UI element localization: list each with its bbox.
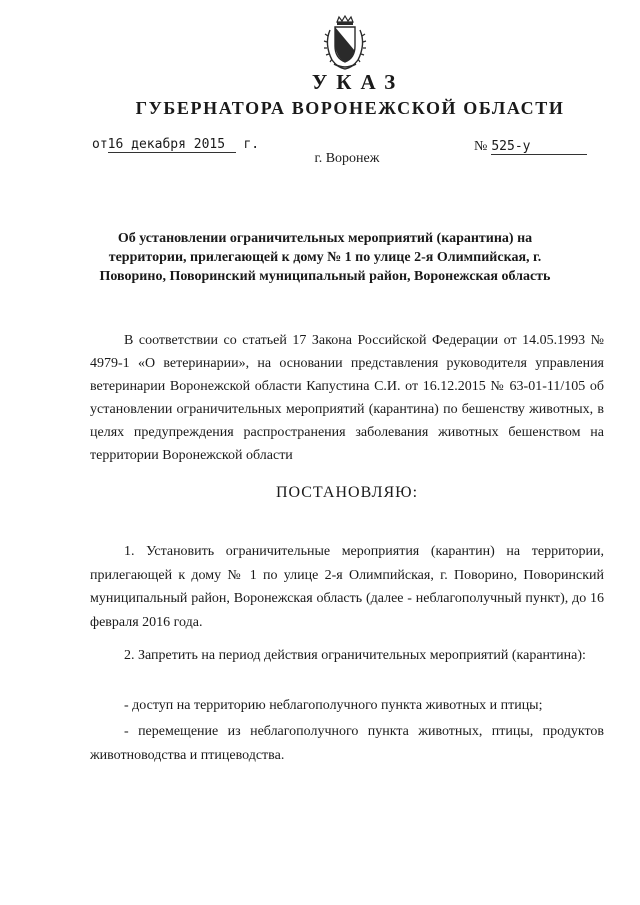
number-prefix: № — [474, 139, 488, 154]
decree-subject: Об установлении ограничительных мероприятий (карантина) на территории, прилегающей к дому № 1 по улице 2-я Олимпийская, г. Поворино, Поворинский муниципальный район, Воронежская область — [99, 231, 551, 284]
decree-item-2: 2. Запретить на период действия ограничительных мероприятий (карантина): — [124, 648, 586, 663]
city-label: г. Воронеж — [314, 151, 380, 166]
decree-word: ПОСТАНОВЛЯЮ: — [275, 484, 419, 501]
decree-item-2-bullet-1: - доступ на территорию неблагополучного пункта животных и птицы; — [124, 698, 543, 713]
document-title: УКАЗ — [311, 70, 405, 94]
decree-item-2-bullet-2: - перемещение из неблагополучного пункта животных, птицы, продуктов животноводства и птицеводства. — [90, 724, 604, 763]
decree-item-1: 1. Установить ограничительные мероприятия (карантин) на территории, прилегающей к дому № 1 по улице 2-я Олимпийская, г. Поворино, Поворинский муниципальный район, Воронежская область (далее - неблагополучный пункт), до 16 февраля 2016 года. — [90, 544, 604, 630]
date-value: 16 декабря 2015 — [108, 137, 236, 153]
number-value: 525-у — [491, 139, 587, 155]
coat-of-arms-icon — [320, 14, 370, 72]
date-suffix: г. — [243, 137, 260, 152]
date-prefix: от — [92, 137, 108, 152]
legal-basis-paragraph: В соответствии со статьей 17 Закона Российской Федерации от 14.05.1993 № 4979-1 «О ветеринарии», на основании представления руководителя управления ветеринарии Воронежской области Капустина С.И. от 16.12.2015 № 63-01-11/105 об установлении ограничительных мероприятий (карантина) по бешенству животных, в целях предупреждения распространения заболевания животных бешенством на территории Воронежской области — [90, 333, 604, 463]
document-subtitle: ГУБЕРНАТОРА ВОРОНЕЖСКОЙ ОБЛАСТИ — [135, 98, 565, 118]
